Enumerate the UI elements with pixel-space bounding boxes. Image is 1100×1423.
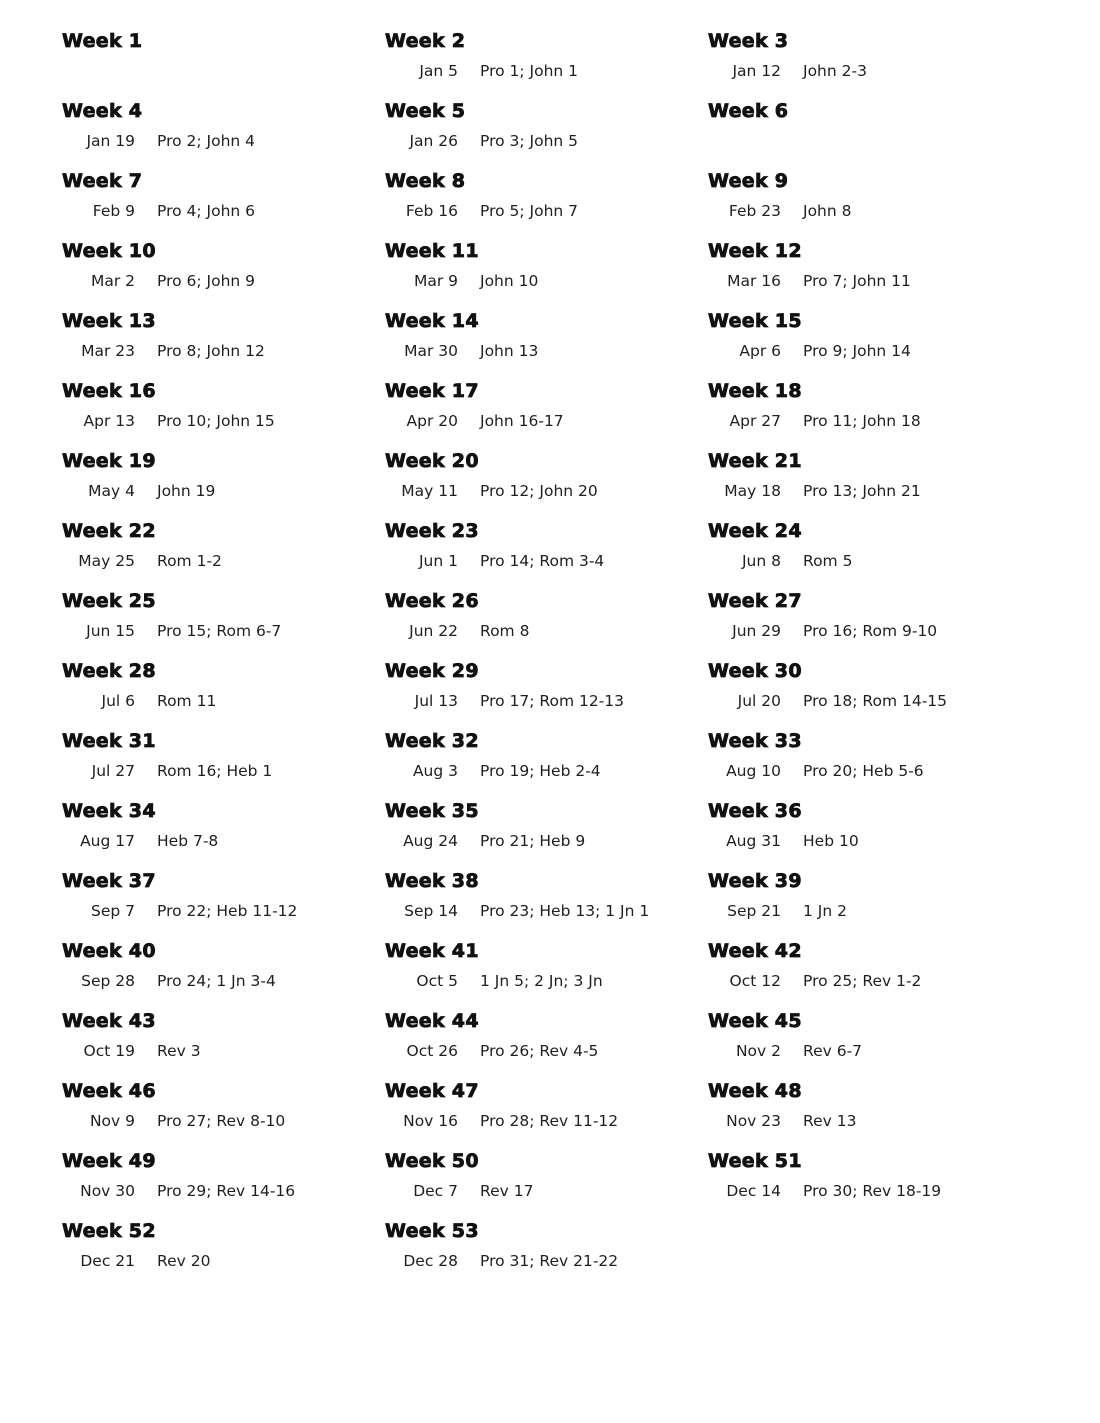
week-title: Week 29: [385, 660, 479, 682]
entry-date: Sep 7: [90, 902, 135, 920]
entry-reading: Pro 11; John 18: [803, 412, 921, 430]
entry-reading: Pro 13; John 21: [803, 482, 921, 500]
week-title: Week 37: [62, 870, 156, 892]
week-entry: [385, 621, 708, 641]
entry-date: Nov 9: [89, 1112, 135, 1130]
week-title: Week 42: [708, 940, 802, 962]
week-block: [385, 591, 708, 661]
week-entry: [708, 1181, 1031, 1201]
week-entry: [708, 481, 1031, 501]
week-entry: [385, 831, 708, 851]
week-entry: [708, 901, 1031, 921]
entry-date: Oct 5: [416, 972, 458, 990]
week-block: [62, 1011, 385, 1081]
entry-reading: Rom 1-2: [157, 552, 222, 570]
week-title: Week 15: [708, 310, 802, 332]
week-entry: [385, 761, 708, 781]
entry-reading: Rev 17: [480, 1182, 534, 1200]
week-entry: [708, 61, 1031, 81]
week-block: [385, 1081, 708, 1151]
week-title: Week 36: [708, 800, 802, 822]
week-title: Week 33: [708, 730, 802, 752]
week-title: Week 47: [385, 1080, 479, 1102]
week-entry: [385, 1111, 708, 1131]
week-block: [385, 521, 708, 591]
week-entry: [385, 131, 708, 151]
entry-reading: John 16-17: [480, 412, 564, 430]
entry-date: Sep 14: [404, 902, 458, 920]
entry-date: Mar 30: [404, 342, 458, 360]
entry-date: Oct 12: [729, 972, 781, 990]
week-block: [62, 661, 385, 731]
week-entry: [385, 551, 708, 571]
entry-reading: 1 Jn 5; 2 Jn; 3 Jn: [480, 972, 603, 990]
entry-date: Apr 27: [729, 412, 781, 430]
week-block: [708, 31, 1031, 101]
week-title: Week 31: [62, 730, 156, 752]
week-title: Week 22: [62, 520, 156, 542]
entry-reading: Pro 16; Rom 9-10: [803, 622, 938, 640]
entry-date: Jun 1: [418, 552, 458, 570]
week-entry: [62, 201, 385, 221]
week-entry: [385, 901, 708, 921]
entry-date: Feb 9: [92, 202, 135, 220]
entry-reading: Pro 6; John 9: [157, 272, 256, 290]
entry-reading: Rom 16; Heb 1: [157, 762, 273, 780]
entry-reading: Pro 26; Rev 4-5: [480, 1042, 599, 1060]
week-entry: [62, 621, 385, 641]
week-block: [62, 381, 385, 451]
week-title: Week 20: [385, 450, 479, 472]
entry-date: Jan 12: [732, 62, 781, 80]
week-entry: [385, 61, 708, 81]
week-entry: [385, 1041, 708, 1061]
week-title: Week 41: [385, 940, 479, 962]
week-entry: [708, 411, 1031, 431]
week-block: [708, 801, 1031, 871]
entry-reading: Pro 27; Rev 8-10: [157, 1112, 286, 1130]
entry-date: Mar 9: [413, 272, 458, 290]
entry-date: Jun 22: [409, 622, 458, 640]
entry-date: Dec 14: [726, 1182, 781, 1200]
week-entry: [385, 201, 708, 221]
week-block: [385, 241, 708, 311]
entry-reading: Pro 2; John 4: [157, 132, 256, 150]
week-title: Week 49: [62, 1150, 156, 1172]
week-block: [62, 1221, 385, 1291]
entry-date: Mar 16: [727, 272, 781, 290]
week-entry: [708, 691, 1031, 711]
entry-reading: Rev 20: [157, 1252, 211, 1270]
week-entry: [62, 691, 385, 711]
week-title: Week 17: [385, 380, 479, 402]
week-block: [708, 1011, 1031, 1081]
entry-reading: John 8: [803, 202, 852, 220]
week-block: [385, 731, 708, 801]
entry-date: Jul 6: [101, 692, 135, 710]
entry-reading: Pro 9; John 14: [803, 342, 911, 360]
week-entry: [708, 1111, 1031, 1131]
week-block: [62, 941, 385, 1011]
entry-date: Jul 20: [737, 692, 781, 710]
entry-reading: Pro 3; John 5: [480, 132, 579, 150]
week-title: Week 32: [385, 730, 479, 752]
week-title: Week 39: [708, 870, 802, 892]
week-title: Week 35: [385, 800, 479, 822]
entry-date: Apr 6: [739, 342, 781, 360]
entry-reading: Pro 28; Rev 11-12: [480, 1112, 619, 1130]
week-block: [62, 1151, 385, 1221]
week-block: [708, 171, 1031, 241]
entry-date: Aug 24: [403, 832, 458, 850]
week-entry: [385, 971, 708, 991]
week-title: Week 13: [62, 310, 156, 332]
week-entry: [708, 1041, 1031, 1061]
entry-date: May 25: [78, 552, 135, 570]
entry-date: May 11: [401, 482, 458, 500]
entry-date: Mar 2: [90, 272, 135, 290]
week-entry: [62, 341, 385, 361]
entry-reading: Rom 11: [157, 692, 217, 710]
week-entry: [62, 831, 385, 851]
week-entry: [62, 411, 385, 431]
week-block: [62, 591, 385, 661]
week-block: [708, 311, 1031, 381]
week-entry: [62, 901, 385, 921]
entry-date: Jan 19: [86, 132, 135, 150]
week-block: [62, 871, 385, 941]
week-title: Week 44: [385, 1010, 479, 1032]
entry-date: Nov 30: [80, 1182, 135, 1200]
week-entry: [708, 761, 1031, 781]
week-title: Week 50: [385, 1150, 479, 1172]
entry-date: Dec 7: [413, 1182, 458, 1200]
week-block: [62, 31, 385, 101]
week-entry: [708, 201, 1031, 221]
week-title: Week 18: [708, 380, 802, 402]
entry-reading: Pro 31; Rev 21-22: [480, 1252, 619, 1270]
week-block: [62, 241, 385, 311]
week-entry: [62, 131, 385, 151]
week-title: Week 46: [62, 1080, 156, 1102]
week-title: Week 52: [62, 1220, 156, 1242]
entry-reading: Heb 10: [803, 832, 859, 850]
week-title: Week 3: [708, 30, 789, 52]
entry-date: Dec 28: [403, 1252, 458, 1270]
entry-date: Feb 23: [728, 202, 781, 220]
week-block: [708, 381, 1031, 451]
week-entry: [62, 1181, 385, 1201]
entry-date: Jul 13: [414, 692, 458, 710]
week-block: [708, 871, 1031, 941]
week-block: [708, 1081, 1031, 1151]
week-title: Week 8: [385, 170, 466, 192]
entry-date: Nov 16: [403, 1112, 458, 1130]
week-block: [385, 31, 708, 101]
week-entry: [708, 551, 1031, 571]
week-title: Week 48: [708, 1080, 802, 1102]
week-entry: [62, 971, 385, 991]
week-title: Week 19: [62, 450, 156, 472]
week-title: Week 10: [62, 240, 156, 262]
entry-date: Apr 20: [406, 412, 458, 430]
week-block: [385, 171, 708, 241]
week-title: Week 25: [62, 590, 156, 612]
week-entry: [62, 761, 385, 781]
week-title: Week 28: [62, 660, 156, 682]
week-title: Week 14: [385, 310, 479, 332]
week-block: [385, 451, 708, 521]
week-entry: [62, 1251, 385, 1271]
entry-reading: Pro 25; Rev 1-2: [803, 972, 922, 990]
week-title: Week 23: [385, 520, 479, 542]
week-block: [708, 661, 1031, 731]
week-block: [62, 521, 385, 591]
entry-date: Sep 21: [727, 902, 781, 920]
week-entry: [385, 411, 708, 431]
entry-reading: Pro 7; John 11: [803, 272, 911, 290]
week-title: Week 53: [385, 1220, 479, 1242]
entry-reading: Pro 5; John 7: [480, 202, 579, 220]
entry-date: Mar 23: [81, 342, 135, 360]
entry-date: Jan 26: [409, 132, 458, 150]
entry-date: Apr 13: [83, 412, 135, 430]
week-entry: [385, 341, 708, 361]
week-block: [62, 731, 385, 801]
week-block: [708, 241, 1031, 311]
week-title: Week 5: [385, 100, 466, 122]
entry-date: Jun 29: [732, 622, 781, 640]
week-title: Week 7: [62, 170, 143, 192]
entry-reading: John 2-3: [803, 62, 867, 80]
week-entry: [62, 1041, 385, 1061]
week-title: Week 21: [708, 450, 802, 472]
week-title: Week 11: [385, 240, 479, 262]
week-entry: [708, 831, 1031, 851]
week-block: [385, 1221, 708, 1291]
entry-date: Jan 5: [419, 62, 458, 80]
entry-reading: Rev 13: [803, 1112, 857, 1130]
entry-date: Jun 8: [741, 552, 781, 570]
entry-reading: Pro 30; Rev 18-19: [803, 1182, 942, 1200]
entry-reading: Rev 6-7: [803, 1042, 863, 1060]
entry-date: Feb 16: [405, 202, 458, 220]
week-block: [385, 871, 708, 941]
week-block: [708, 451, 1031, 521]
week-title: Week 9: [708, 170, 789, 192]
entry-date: Aug 17: [80, 832, 135, 850]
week-block: [385, 1011, 708, 1081]
week-entry: [385, 271, 708, 291]
week-entry: [62, 1111, 385, 1131]
entry-date: May 4: [88, 482, 135, 500]
entry-reading: Pro 20; Heb 5-6: [803, 762, 924, 780]
entry-reading: Rom 8: [480, 622, 530, 640]
week-entry: [385, 481, 708, 501]
week-title: Week 38: [385, 870, 479, 892]
week-block: [708, 101, 1031, 171]
entry-date: Aug 3: [412, 762, 458, 780]
week-title: Week 4: [62, 100, 143, 122]
entry-reading: Pro 29; Rev 14-16: [157, 1182, 296, 1200]
week-block: [708, 731, 1031, 801]
week-block: [708, 1151, 1031, 1221]
week-entry: [708, 271, 1031, 291]
week-title: Week 51: [708, 1150, 802, 1172]
entry-reading: John 19: [157, 482, 216, 500]
entry-date: Nov 2: [735, 1042, 781, 1060]
week-block: [62, 311, 385, 381]
entry-reading: Pro 19; Heb 2-4: [480, 762, 601, 780]
entry-reading: Pro 4; John 6: [157, 202, 256, 220]
entry-date: Aug 31: [726, 832, 781, 850]
entry-reading: Rev 3: [157, 1042, 201, 1060]
week-block: [62, 801, 385, 871]
entry-date: Jun 15: [86, 622, 135, 640]
week-block: [385, 101, 708, 171]
entry-reading: Pro 23; Heb 13; 1 Jn 1: [480, 902, 650, 920]
week-entry: [385, 1251, 708, 1271]
week-title: Week 43: [62, 1010, 156, 1032]
week-block: [385, 381, 708, 451]
entry-reading: Pro 8; John 12: [157, 342, 265, 360]
week-entry: [62, 271, 385, 291]
entry-reading: Pro 24; 1 Jn 3-4: [157, 972, 276, 990]
entry-date: Aug 10: [726, 762, 781, 780]
entry-reading: John 13: [480, 342, 539, 360]
entry-date: Nov 23: [726, 1112, 781, 1130]
week-title: Week 30: [708, 660, 802, 682]
entry-date: Sep 28: [81, 972, 135, 990]
week-title: Week 40: [62, 940, 156, 962]
week-block: [385, 661, 708, 731]
week-entry: [708, 971, 1031, 991]
entry-date: Dec 21: [80, 1252, 135, 1270]
week-block: [385, 801, 708, 871]
week-block: [385, 311, 708, 381]
entry-reading: Pro 18; Rom 14-15: [803, 692, 948, 710]
week-entry: [385, 1181, 708, 1201]
entry-reading: Pro 21; Heb 9: [480, 832, 586, 850]
week-block: [62, 451, 385, 521]
week-block: [708, 591, 1031, 661]
week-title: Week 6: [708, 100, 789, 122]
entry-reading: John 10: [480, 272, 539, 290]
entry-reading: Pro 14; Rom 3-4: [480, 552, 605, 570]
week-title: Week 34: [62, 800, 156, 822]
entry-reading: Pro 1; John 1: [480, 62, 579, 80]
week-block: [62, 1081, 385, 1151]
entry-date: May 18: [724, 482, 781, 500]
entry-date: Oct 26: [406, 1042, 458, 1060]
week-title: Week 26: [385, 590, 479, 612]
entry-reading: Rom 5: [803, 552, 853, 570]
week-block: [708, 521, 1031, 591]
week-block: [385, 941, 708, 1011]
entry-date: Jul 27: [91, 762, 135, 780]
entry-reading: Pro 15; Rom 6-7: [157, 622, 282, 640]
week-entry: [62, 481, 385, 501]
week-title: Week 45: [708, 1010, 802, 1032]
week-title: Week 1: [62, 30, 143, 52]
week-entry: [708, 621, 1031, 641]
week-entry: [708, 341, 1031, 361]
week-title: Week 27: [708, 590, 802, 612]
entry-reading: Pro 17; Rom 12-13: [480, 692, 625, 710]
week-block: [62, 171, 385, 241]
entry-reading: Heb 7-8: [157, 832, 219, 850]
week-title: Week 2: [385, 30, 466, 52]
week-entry: [385, 691, 708, 711]
week-title: Week 16: [62, 380, 156, 402]
entry-reading: 1 Jn 2: [803, 902, 847, 920]
week-block: [385, 1151, 708, 1221]
entry-reading: Pro 10; John 15: [157, 412, 275, 430]
week-block: [708, 941, 1031, 1011]
week-title: Week 24: [708, 520, 802, 542]
week-block: [62, 101, 385, 171]
entry-reading: Pro 22; Heb 11-12: [157, 902, 298, 920]
week-title: Week 12: [708, 240, 802, 262]
entry-date: Oct 19: [83, 1042, 135, 1060]
entry-reading: Pro 12; John 20: [480, 482, 598, 500]
week-entry: [62, 551, 385, 571]
